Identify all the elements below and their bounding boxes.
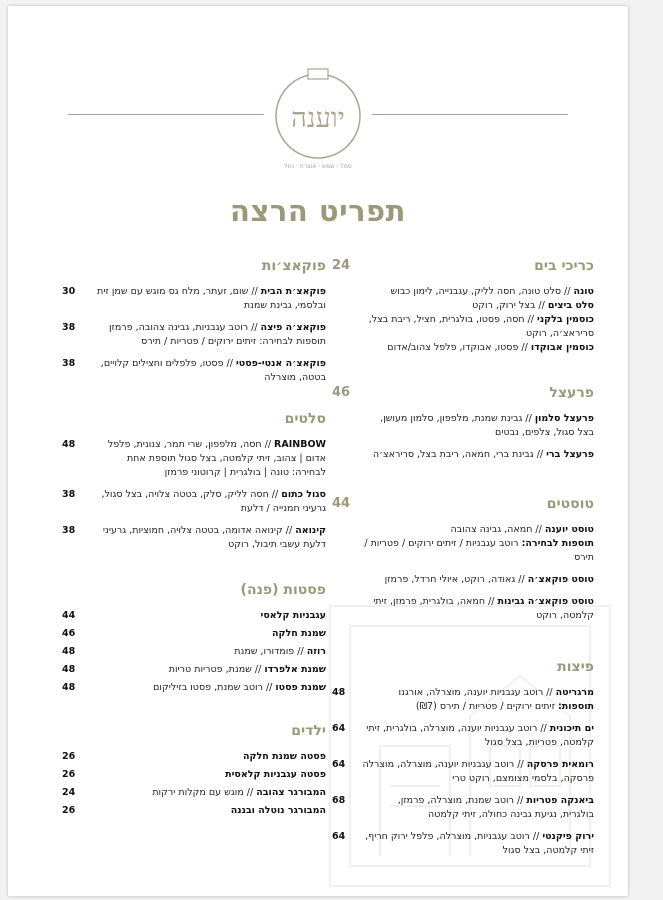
left-column (62, 258, 326, 818)
menu-item: טוסט פוקאצ׳ה גבינות // חמאה, בולגרית, פרמזן, זיתי קלמטה, רוקט (373, 596, 594, 621)
section-title: טוסטים (546, 496, 594, 512)
section-title: ילדים (291, 723, 326, 739)
menu-item: 30 פוקאצ׳ת הבית // שום, זעתר, מלח גס מוגש עם שמן זית ובלסמי, גבינת שמנת (62, 286, 326, 311)
menu-item: כוסמין אבוקדו // פסטו, אבוקדו, פלפל צהוב/אדום (387, 342, 594, 353)
section-kids (62, 723, 326, 818)
section-title: פוקאצ׳ות (261, 258, 326, 274)
section-pretzel (332, 385, 594, 462)
menu-item: 48 שמנת אלפרדו // שמנת, פטריות טריות (62, 664, 326, 675)
section-price: 44 (332, 496, 351, 511)
section-title: פרעצל (549, 385, 594, 401)
menu-item: 48 שמנת פסטו // רוטב שמנת, פסטו בזיליקום (62, 682, 326, 693)
menu-item: 38 פוקאצ׳ה אנטי-פסטי // פסטו, פלפלים וחצילים קלויים, בטטה, מוצרלה (62, 358, 326, 383)
section-toasts (332, 496, 594, 623)
menu-item: 46 שמנת חלקה (62, 628, 326, 639)
menu-item: 68 ביאנקה פטריות // רוטב שמנת, מוצרלה, פרמזן, בולגרית, נגיעת גבינה כחולה, זיתי קלמטה (332, 795, 594, 820)
menu-item: 38 קינואה // קינואה אדומה, בטטה צלויה, חמוציות, גרעיני דלעת עשבי תיבול, רוקט (62, 525, 326, 550)
section-price: 24 (332, 258, 351, 273)
section-title: פסטות (פנה) (240, 582, 326, 598)
menu-item: 48 RAINBOW // חסה, מלפפון, שרי תמר, צנונית, פלפל אדום | צהוב, זיתי קלמטה, בצל סגול תוספת אחת לבחירה: טונה | בולגרית | קרוטוני פרמזן (62, 439, 326, 478)
menu-item: טוסט יוענה // חמאה, גבינה צהובה (450, 524, 594, 535)
menu-item: 38 פוקאצ׳ה פיצה // רוטב עגבניות, גבינה צהובה, פרמזן תוספות לבחירה: זיתים ירוקים / פטריות / תירס (62, 322, 326, 347)
section-sandwiches (332, 258, 594, 355)
section-pizzas (332, 659, 594, 858)
section-salads (62, 411, 326, 552)
menu-item: תוספות לבחירה: רוטב עגבניות / זיתים ירוקים / פטריות / תירס (364, 538, 594, 563)
section-title: כריכי בים (534, 258, 594, 274)
menu-item: כוסמין בלקני // חסה, פסטו, בולגרית, חציל, ריבת בצל, סריראצ׳ה, רוקט (368, 314, 594, 339)
section-focaccias (62, 258, 326, 385)
brand-name: יוענה (291, 103, 345, 134)
section-title: פיצות (557, 659, 594, 675)
menu-item: 64 רומאית פרסקה // רוטב עגבניות יוענה, מוצרלה, מוצרלה פרסקה, בלסמי מצומצם, רוקט טרי (332, 759, 594, 784)
section-title: סלטים (284, 411, 326, 427)
menu-item: 44 עגבניות קלאסי (62, 610, 326, 621)
menu-item: טוסט פוקאצ׳ה // גאודה, רוקט, איולי חרדל, פרמזן (384, 574, 594, 585)
menu-item: סלט ביצים // בצל ירוק, רוקט (472, 300, 594, 311)
logo-divider-left (68, 114, 264, 115)
menu-item: 38 סגול כתום // חסה לליק, סלק, בטטה צלויה, בצל סגול, גרעיני חמנייה / דלעת (62, 489, 326, 514)
section-price: 46 (332, 385, 351, 400)
menu-title: תפריט הרצה (230, 194, 406, 228)
logo-divider-right (372, 114, 568, 115)
brand-logo (272, 64, 364, 176)
menu-item: טונה // סלט טונה, חסה לליק, עגבנייה, לימון כבוש (390, 286, 594, 297)
menu-item: 26 המבורגר נוטלה ובננה (62, 805, 326, 816)
menu-item: 48 רוזה // פומדורו, שמנת (62, 646, 326, 657)
menu-item: תוספות: זיתים ירוקים / פטריות / תירס (₪7) (415, 701, 594, 712)
menu-item: פרעצל סלמון // גבינת שמנת, מלפפון, סלמון מעושן, בצל סגול, צלפים, נבטים (380, 413, 594, 438)
menu-item: 64 ים תיכונית // רוטב עגבניות יוענה, מוצרלה, בולגרית, זיתי קלמטה, פטריות, בצל סגול (332, 723, 594, 748)
menu-item: 26 פסטה שמנת חלקה (62, 751, 326, 762)
menu-item: פרעצל ברי // גבינת ברי, חמאה, ריבת בצל, סריראצ׳ה (372, 449, 594, 460)
menu-item: 26 פסטה עגבניות קלאסית (62, 769, 326, 780)
section-pastas (62, 582, 326, 695)
menu-item: 24 המבורגר צהובה // מוגש עם מקלות ירקות (62, 787, 326, 798)
right-column (332, 258, 594, 858)
brand-tagline: סמל · שמש · אוצרת · נחל (284, 163, 352, 170)
menu-item: 64 ירוק פיקנטי // רוטב עגבניות, מוצרלה, פלפל ירוק חריף, זיתי קלמטה, בצל סגול (332, 831, 594, 856)
menu-page (8, 6, 628, 896)
menu-item: 48 מרגריטה // רוטב עגבניות יוענה, מוצרלה, אורגנו (332, 687, 594, 698)
